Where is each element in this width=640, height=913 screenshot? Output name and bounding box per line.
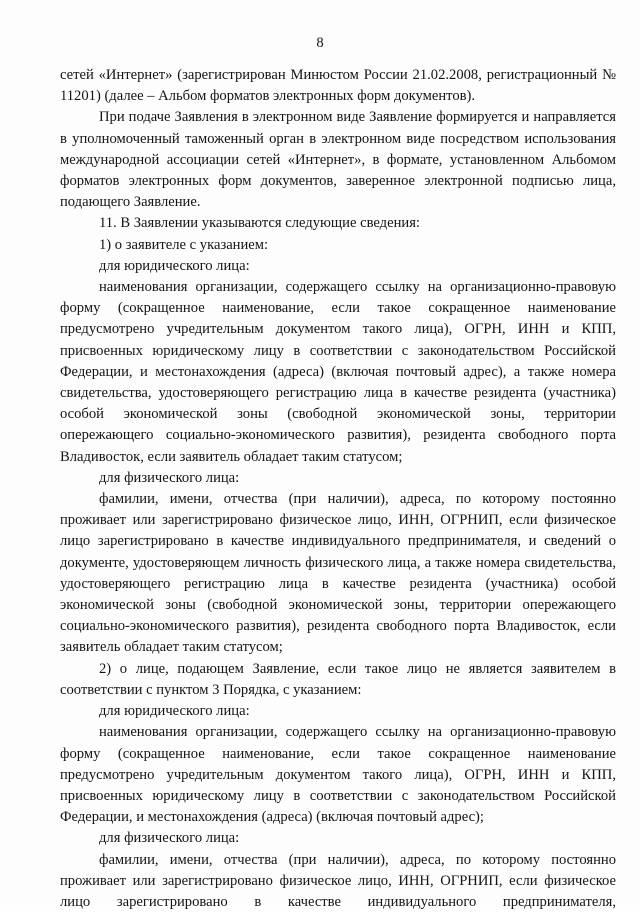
paragraph: сетей «Интернет» (зарегистрирован Минюстом России 21.02.2008, регистрационный № 11201) (далее – Альбом форматов электронных форм документов). [60, 67, 616, 105]
paragraph: для физического лица: [99, 830, 240, 847]
paragraph: наименования организации, содержащего ссылку на организационно-правовую форму (сокращенное наименование, если такое сокращенное наименование предусмотрено учредительным документом такого лица), ОГРН, ИНН и КПП, присвоенных юридическому лицу в соответствии с законодательством Российской Федерации, и местонахождения (адреса) (включая почтовый адрес), а также номера свидетельства, удостоверяющего регистрацию лица в качестве резидента (участника) особой экономической зоны (свободной экономической зоны, территории опережающего социально-экономического развития), резидента свободного порта Владивосток, если заявитель обладает таким статусом; [60, 279, 616, 465]
paragraph: для юридического лица: [99, 257, 250, 274]
paragraph: для физического лица: [99, 469, 240, 486]
paragraph: 1) о заявителе с указанием: [99, 236, 269, 253]
page-number: 8 [316, 35, 324, 51]
paragraph: При подаче Заявления в электронном виде Заявление формируется и направляется в уполномоченный таможенный орган в электронном виде посредством использования международной ассоциации сетей «Интернет», в формате, установленном Альбомом форматов электронных форм документов, заверенное электронной подписью лица, подающего Заявление. [60, 109, 616, 211]
paragraph: 2) о лице, подающем Заявление, если такое лицо не является заявителем в соответствии с пунктом 3 Порядка, с указанием: [60, 660, 616, 698]
paragraph: фамилии, имени, отчества (при наличии), адреса, по которому постоянно проживает или зарегистрировано физическое лицо, ИНН, ОГРНИП, если физическое лицо зарегистрировано в качестве индивидуального предпринимателя, [60, 851, 616, 910]
paragraph: 11. В Заявлении указываются следующие сведения: [99, 215, 420, 232]
paragraph: для юридического лица: [99, 703, 250, 720]
paragraph: фамилии, имени, отчества (при наличии), адреса, по которому постоянно проживает или зарегистрировано физическое лицо, ИНН, ОГРНИП, если физическое лицо зарегистрировано в качестве индивидуального предпринимателя, и сведений о документе, удостоверяющем личность физического лица, а также номера свидетельства, удостоверяющего регистрацию лица в качестве резидента (участника) особой экономической зоны (свободной экономической зоны, территории опережающего социально-экономического развития), резидента свободного порта Владивосток, если заявитель обладает таким статусом; [60, 491, 616, 656]
document-body [60, 65, 616, 913]
paragraph: наименования организации, содержащего ссылку на организационно-правовую форму (сокращенное наименование, если такое сокращенное наименование предусмотрено учредительным документом такого лица), ОГРН, ИНН и КПП, присвоенных юридическому лицу в соответствии с законодательством Российской Федерации, и местонахождения (адреса) (включая почтовый адрес); [60, 724, 616, 826]
